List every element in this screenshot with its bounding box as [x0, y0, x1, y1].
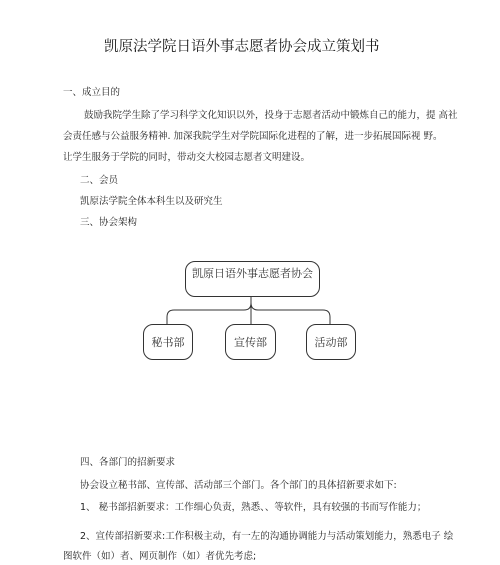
- section-4-item-2-line-2: 图软件（如）者、网页制作（如）者优先考虑;: [63, 551, 257, 562]
- section-1-heading: 一、成立目的: [63, 87, 121, 98]
- org-node-secretariat-label: 秘书部: [151, 336, 185, 349]
- section-1-line-2: 会责任感与公益服务精神. 加深我院学生对学院国际化进程的了解，进一步拓展国际视 野。: [63, 131, 443, 142]
- org-node-activities: [306, 324, 356, 360]
- section-4-item-1: 1、 秘书部招新要求：工作细心负责，熟悉、、等软件，具有较强的书而写作能力；: [80, 502, 427, 513]
- org-node-secretariat: [143, 324, 193, 360]
- section-1-line-3: 让学生服务于学院的同时，带动交大校园志愿者文明建设。: [63, 152, 311, 163]
- org-root-label: 凯原日语外事志愿者协会: [192, 267, 313, 280]
- section-1-line-1: 鼓励我院学生除了学习科学文化知识以外，投身于志愿者活动中锻炼自己的能力，提 高社: [84, 110, 458, 121]
- org-node-publicity: [225, 324, 276, 360]
- section-2-body: 凯原法学院全体本科生以及研究生: [80, 196, 223, 207]
- section-2-heading: 二、会员: [80, 175, 119, 186]
- document-title: 凯原法学院日语外事志愿者协会成立策划书: [104, 39, 380, 55]
- section-4-heading: 四、各部门的招新要求: [80, 457, 176, 468]
- section-4-intro: 协会设立秘书部、宣传部、活动部三个部门。各个部门的具体招新要求如下:: [80, 480, 397, 491]
- org-node-activities-label: 活动部: [314, 336, 348, 349]
- section-3-heading: 三、协会架构: [80, 217, 138, 228]
- section-4-item-2-line-1: 2、宣传部招新要求:工作积极主动，有一左的沟通协调能力与活动策划能力，熟悉电子 绘: [80, 531, 454, 542]
- org-node-publicity-label: 宣传部: [234, 336, 267, 349]
- org-root-node: [185, 261, 320, 297]
